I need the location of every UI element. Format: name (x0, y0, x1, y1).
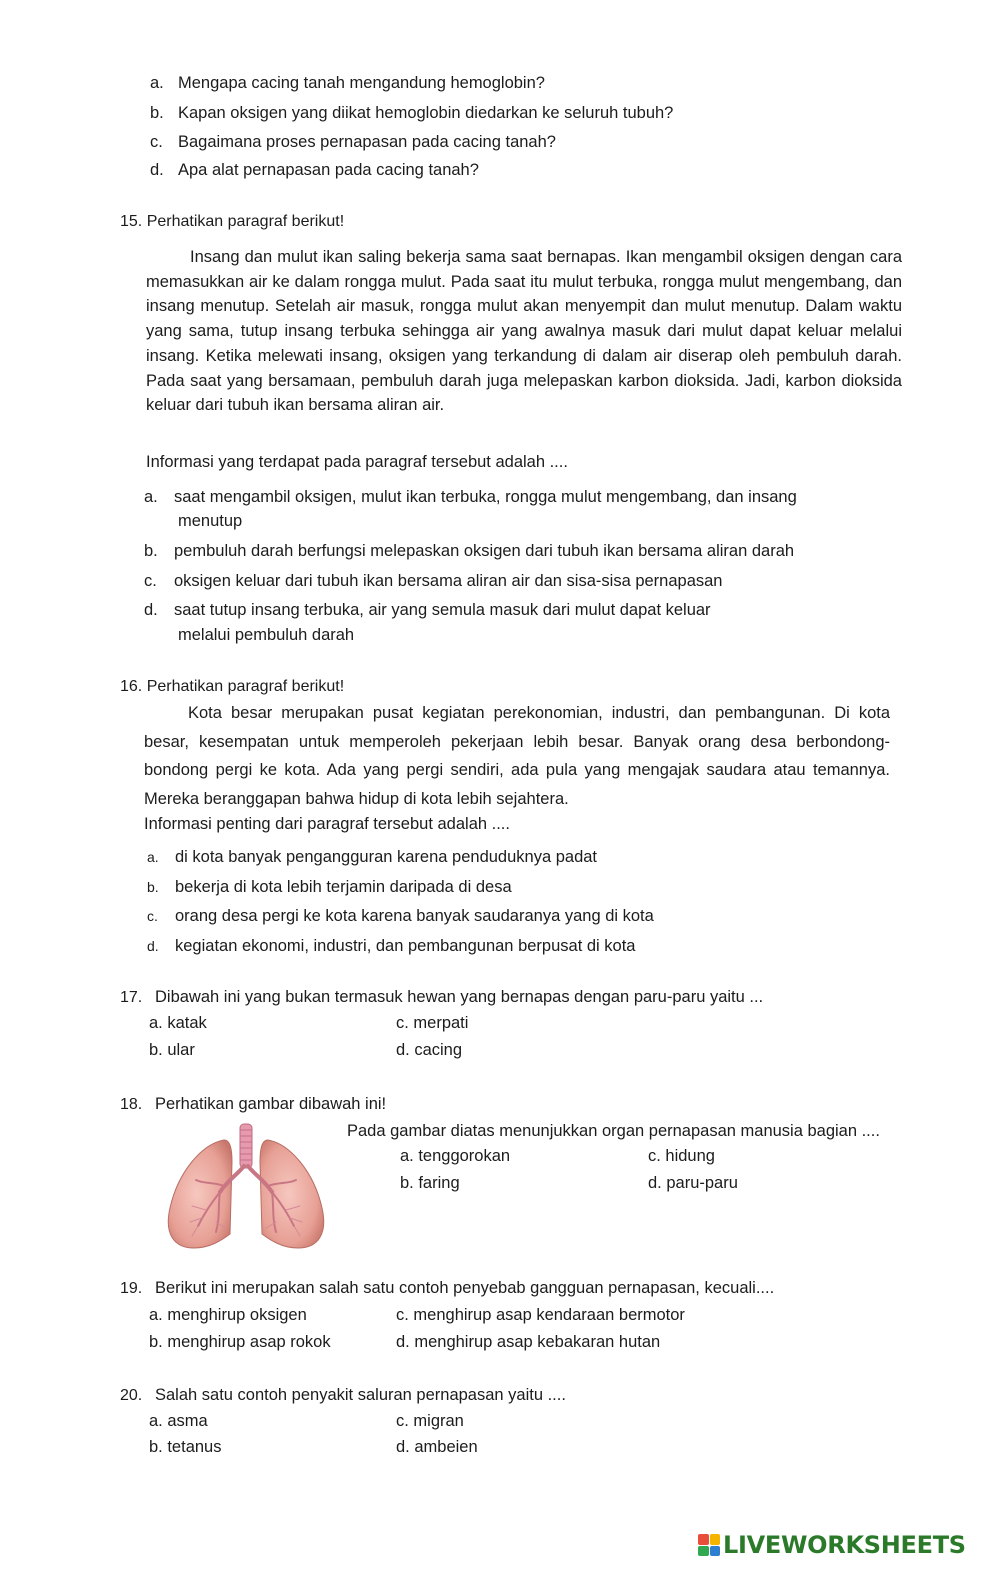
q15-heading: 15. Perhatikan paragraf berikut! (120, 213, 345, 230)
liveworksheets-logo-icon (698, 1534, 720, 1556)
q18-option-a[interactable]: a. tenggorokan (400, 1147, 511, 1165)
q16-heading: 16. Perhatikan paragraf berikut! (120, 678, 345, 695)
q18-question: Pada gambar diatas menunjukkan organ pernapasan manusia bagian .... (347, 1122, 880, 1140)
q19-question: 19. Berikut ini merupakan salah satu contoh penyebab gangguan pernapasan, kecuali.... (120, 1279, 775, 1297)
q17-option-c[interactable]: c. merpati (396, 1014, 469, 1032)
q15-paragraph: Insang dan mulut ikan saling bekerja sama saat bernapas. Ikan mengambil oksigen dengan cara memasukkan air ke dalam rongga mulut. Pada saat itu mulut terbuka, rongga mulut mengembang, dan insang menutup. Setelah air masuk, rongga mulut akan menyempit dan mulut menutup. Dalam waktu yang sama, tutup insang terbuka sehingga air yang awalnya masuk dari mulut dapat keluar melalui insang. Ketika melewati insang, oksigen yang terkandung di dalam air diserap oleh pembuluh darah. Pada saat yang bersamaan, pembuluh darah juga melepaskan karbon dioksida. Jadi, karbon dioksida keluar dari tubuh ikan bersama aliran air. (146, 248, 902, 415)
q18-option-c[interactable]: c. hidung (648, 1147, 715, 1165)
logo-square-4 (710, 1546, 721, 1557)
q16-option-c[interactable]: c. orang desa pergi ke kota karena banyak saudaranya yang di kota (147, 907, 654, 925)
q17-option-a[interactable]: a. katak (149, 1014, 207, 1032)
q16-option-a[interactable]: a. di kota banyak pengangguran karena penduduknya padat (147, 848, 598, 866)
q16-option-b[interactable]: b. bekerja di kota lebih terjamin daripada di desa (147, 878, 512, 896)
q20-option-a[interactable]: a. asma (149, 1412, 208, 1430)
lungs-image (162, 1122, 332, 1252)
q14-option-c: c. Bagaimana proses pernapasan pada cacing tanah? (150, 133, 556, 151)
q19-option-c[interactable]: c. menghirup asap kendaraan bermotor (396, 1306, 685, 1324)
logo-square-1 (698, 1534, 709, 1545)
lungs-illustration (162, 1122, 332, 1252)
q19-option-b[interactable]: b. menghirup asap rokok (149, 1333, 331, 1351)
q15-option-b[interactable]: b. pembuluh darah berfungsi melepaskan oksigen dari tubuh ikan bersama aliran darah (144, 542, 795, 560)
q17-question: 17. Dibawah ini yang bukan termasuk hewan yang bernapas dengan paru-paru yaitu ... (120, 988, 764, 1006)
liveworksheets-logo[interactable] (698, 1530, 966, 1560)
q19-option-d[interactable]: d. menghirup asap kebakaran hutan (396, 1333, 661, 1351)
q15-question: Informasi yang terdapat pada paragraf tersebut adalah .... (146, 453, 568, 471)
q15-option-a[interactable]: a. saat mengambil oksigen, mulut ikan terbuka, rongga mulut mengembang, dan insang menutup (144, 488, 797, 530)
q18-heading: 18. Perhatikan gambar dibawah ini! (120, 1095, 387, 1113)
q18-option-b[interactable]: b. faring (400, 1174, 460, 1192)
q15-option-c[interactable]: c. oksigen keluar dari tubuh ikan bersama aliran air dan sisa-sisa pernapasan (144, 572, 723, 590)
q14-option-d: d. Apa alat pernapasan pada cacing tanah? (150, 161, 479, 179)
q16-option-d[interactable]: d. kegiatan ekonomi, industri, dan pembangunan berpusat di kota (147, 937, 636, 955)
logo-square-3 (698, 1546, 709, 1557)
q14-option-b: b. Kapan oksigen yang diikat hemoglobin diedarkan ke seluruh tubuh? (150, 104, 674, 122)
q14-option-a: a. Mengapa cacing tanah mengandung hemoglobin? (150, 74, 545, 92)
q16-question: Informasi penting dari paragraf tersebut adalah .... (144, 815, 510, 833)
q20-option-b[interactable]: b. tetanus (149, 1438, 222, 1456)
q17-option-d[interactable]: d. cacing (396, 1041, 463, 1059)
q19-option-a[interactable]: a. menghirup oksigen (149, 1306, 307, 1324)
q17-option-b[interactable]: b. ular (149, 1041, 195, 1059)
logo-square-2 (710, 1534, 721, 1545)
liveworksheets-logo-text: LIVEWORKSHEETS (723, 1531, 966, 1559)
q15-option-d[interactable]: d. saat tutup insang terbuka, air yang semula masuk dari mulut dapat keluar melalui pembuluh darah (144, 601, 711, 644)
q20-option-d[interactable]: d. ambeien (396, 1438, 478, 1456)
q20-option-c[interactable]: c. migran (396, 1412, 464, 1430)
q20-question: 20. Salah satu contoh penyakit saluran pernapasan yaitu .... (120, 1386, 566, 1404)
q16-paragraph: Kota besar merupakan pusat kegiatan perekonomian, industri, dan pembangunan. Di kota besar, kesempatan untuk memperoleh pekerjaan lebih besar. Banyak orang desa berbondong-bondong pergi ke kota. Ada yang pergi sendiri, ada pula yang mengajak saudara atau temannya. Mereka beranggapan bahwa hidup di kota lebih sejahtera. (144, 704, 890, 808)
q18-option-d[interactable]: d. paru-paru (648, 1174, 738, 1192)
